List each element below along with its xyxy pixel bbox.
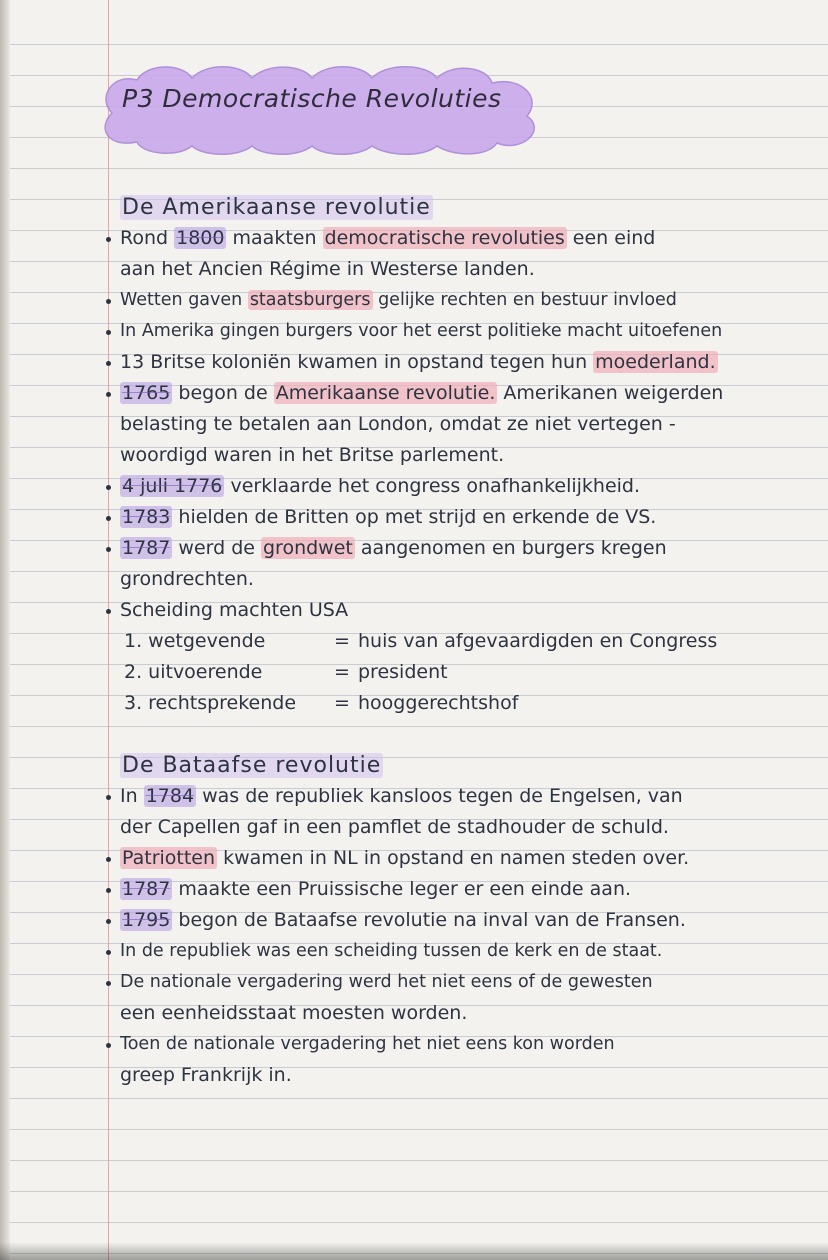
bullet-dot-icon [106, 299, 111, 304]
power-name: 3. rechtsprekende [124, 692, 297, 714]
note-line [112, 254, 824, 285]
power-equals: = [334, 692, 350, 714]
bullet-dot-icon [106, 609, 111, 614]
power-name: 1. wetgevende [124, 630, 266, 652]
note-text [120, 843, 689, 874]
note-text [120, 471, 640, 502]
term-highlight: Amerikaanse revolutie. [275, 382, 496, 404]
note-text [120, 440, 504, 471]
section-heading-wrap [120, 192, 433, 223]
note-text-plain: een eenheidsstaat moesten worden. [120, 1002, 468, 1024]
note-text [120, 998, 467, 1029]
note-text-plain: maakten [226, 227, 323, 249]
power-row [112, 657, 824, 688]
power-row [112, 688, 824, 719]
note-line [112, 812, 824, 843]
note-text-plain: een eind [566, 227, 656, 249]
margin-line [108, 0, 109, 1260]
note-text [120, 533, 667, 564]
page-edge-shadow [0, 1242, 828, 1260]
note-text-plain: werd de [172, 537, 261, 559]
note-text-plain: belasting te betalen aan London, omdat ze niet vertegen - [120, 413, 676, 435]
note-line [112, 1029, 824, 1060]
note-line [112, 471, 824, 502]
power-row [112, 626, 824, 657]
date-highlight: 1765 [122, 382, 171, 404]
section-heading: De Amerikaanse revolutie [122, 195, 431, 220]
bullet-dot-icon [106, 795, 111, 800]
note-text [120, 285, 677, 316]
note-text-plain: De nationale vergadering werd het niet eens of de gewesten [120, 972, 653, 992]
note-text [120, 1060, 292, 1091]
note-text-plain: woordigd waren in het Britse parlement. [120, 444, 505, 466]
note-line [112, 781, 824, 812]
note-line [112, 223, 824, 254]
note-line [112, 378, 824, 409]
date-highlight: 4 juli 1776 [122, 475, 223, 497]
bullet-dot-icon [106, 485, 111, 490]
bullet-dot-icon [106, 919, 111, 924]
bullet-dot-icon [106, 392, 111, 397]
bullet-dot-icon [106, 361, 111, 366]
note-line [112, 595, 824, 626]
note-text [120, 316, 722, 347]
note-text-plain: Scheiding machten USA [120, 599, 349, 621]
date-highlight: 1787 [122, 878, 171, 900]
note-line [112, 905, 824, 936]
note-text-plain: Rond [120, 227, 175, 249]
note-line [112, 409, 824, 440]
note-line [112, 440, 824, 471]
note-text-plain: begon de [172, 382, 274, 404]
note-text [120, 874, 631, 905]
bullet-dot-icon [106, 1043, 111, 1048]
bullet-dot-icon [106, 950, 111, 955]
note-text-plain: In Amerika gingen burgers voor het eerst politieke macht uitoefenen [120, 321, 723, 341]
note-line [112, 1060, 824, 1091]
note-text [120, 905, 686, 936]
note-text-plain: verklaarde het congress onafhankelijkheid. [224, 475, 641, 497]
page-title: P3 Democratische Revoluties [122, 84, 502, 113]
note-text [120, 967, 653, 998]
section-heading-line [112, 192, 824, 223]
note-line [112, 533, 824, 564]
note-text-plain: aan het Ancien Régime in Westerse landen. [120, 258, 535, 280]
note-text-plain: aangenomen en burgers kregen [354, 537, 667, 559]
note-text-plain: was de republiek kansloos tegen de Engelsen, van [196, 785, 683, 807]
section-heading-line [112, 750, 824, 781]
note-text [120, 564, 254, 595]
note-line [112, 936, 824, 967]
note-text-plain: Wetten gaven [120, 290, 248, 310]
section-heading: De Bataafse revolutie [122, 753, 382, 778]
date-highlight: 1783 [122, 506, 171, 528]
note-text-plain: gelijke rechten en bestuur invloed [372, 290, 677, 310]
power-description: huis van afgevaardigden en Congress [358, 630, 718, 652]
power-description: president [358, 661, 448, 683]
date-highlight: 1784 [145, 785, 195, 807]
note-text-plain: greep Frankrijk in. [120, 1064, 292, 1086]
power-description: hooggerechtshof [358, 692, 519, 714]
section-heading-wrap [120, 750, 383, 781]
note-text [120, 409, 676, 440]
power-equals: = [334, 630, 350, 652]
notebook-binding [0, 0, 10, 1260]
date-highlight: 1800 [176, 227, 225, 249]
note-text-plain: hielden de Britten op met strijd en erkende de VS. [172, 506, 657, 528]
notes-content [112, 192, 824, 1091]
date-highlight: 1795 [122, 909, 171, 931]
note-text-plain: grondrechten. [120, 568, 254, 590]
note-text [120, 812, 669, 843]
note-text [120, 781, 683, 812]
note-line [112, 998, 824, 1029]
note-text-plain: der Capellen gaf in een pamflet de stadhouder de schuld. [120, 816, 669, 838]
note-line [112, 347, 824, 378]
term-highlight: Patriotten [122, 847, 216, 869]
note-text-plain: maakte een Pruissische leger er een einde aan. [172, 878, 632, 900]
note-text [120, 502, 656, 533]
bullet-dot-icon [106, 237, 111, 242]
term-highlight: grondwet [263, 537, 353, 559]
bullet-dot-icon [106, 547, 111, 552]
bullet-dot-icon [106, 857, 111, 862]
note-text [120, 595, 348, 626]
note-text-plain: Toen de nationale vergadering het niet eens kon worden [120, 1034, 615, 1054]
note-line [112, 502, 824, 533]
blank-line [112, 719, 824, 750]
note-text-plain: begon de Bataafse revolutie na inval van de Fransen. [172, 909, 686, 931]
note-text [120, 1029, 615, 1060]
note-line [112, 564, 824, 595]
note-text [120, 936, 662, 967]
note-text-plain: Amerikanen weigerden [497, 382, 724, 404]
bullet-dot-icon [106, 888, 111, 893]
note-line [112, 316, 824, 347]
date-highlight: 1787 [122, 537, 171, 559]
note-text [120, 223, 655, 254]
note-text-plain: 13 Britse koloniën kwamen in opstand tegen hun [120, 351, 594, 373]
note-text [120, 378, 723, 409]
note-line [112, 843, 824, 874]
note-text-plain: In de republiek was een scheiding tussen de kerk en de staat. [120, 941, 663, 961]
bullet-dot-icon [106, 330, 111, 335]
note-line [112, 874, 824, 905]
note-text [120, 347, 718, 378]
note-text [120, 254, 535, 285]
power-name: 2. uitvoerende [124, 661, 263, 683]
term-highlight: moederland. [595, 351, 716, 373]
bullet-dot-icon [106, 981, 111, 986]
bullet-dot-icon [106, 516, 111, 521]
power-equals: = [334, 661, 350, 683]
note-line [112, 967, 824, 998]
term-highlight: staatsburgers [249, 290, 371, 310]
term-highlight: democratische revoluties [324, 227, 565, 249]
note-text-plain: In [120, 785, 144, 807]
note-line [112, 285, 824, 316]
note-text-plain: kwamen in NL in opstand en namen steden over. [217, 847, 690, 869]
